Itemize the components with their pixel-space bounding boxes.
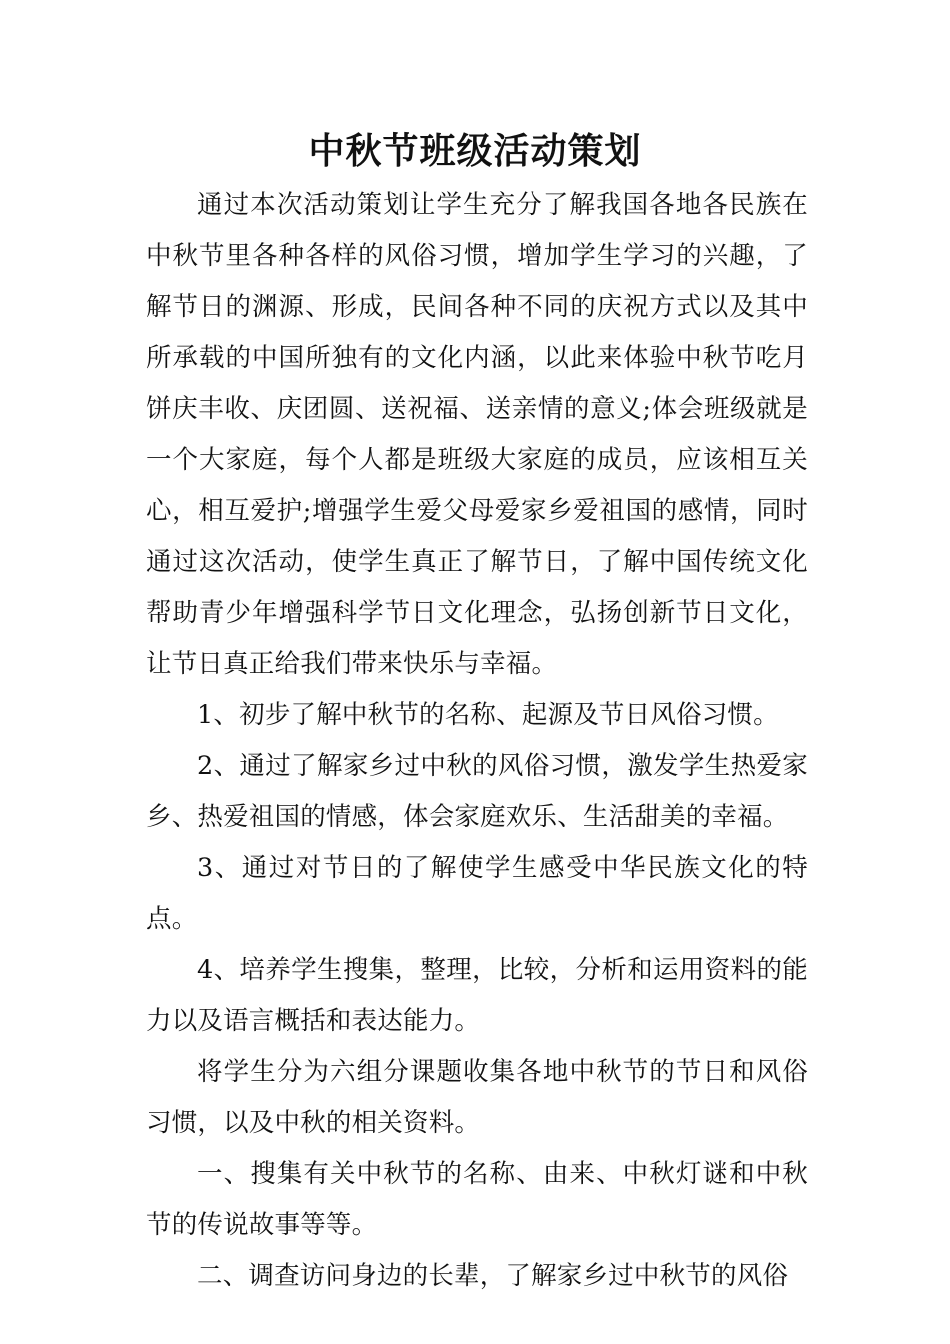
document-body [146, 180, 808, 1302]
grouping-paragraph: 将学生分为六组分课题收集各地中秋节的节日和风俗习惯，以及中秋的相关资料。 [146, 1057, 808, 1138]
intro-paragraph: 通过本次活动策划让学生充分了解我国各地各民族在中秋节里各种各样的风俗习惯，增加学生学习的兴趣，了解节日的渊源、形成，民间各种不同的庆祝方式以及其中所承载的中国所独有的文化内涵，以此来体验中秋节吃月饼庆丰收、庆团圆、送祝福、送亲情的意义;体会班级就是一个大家庭，每个人都是班级大家庭的成员，应该相互关心，相互爱护;增强学生爱父母爱家乡爱祖国的感情，同时通过这次活动，使学生真正了解节日，了解中国传统文化帮助青少年增强科学节日文化理念，弘扬创新节日文化，让节日真正给我们带来快乐与幸福。 [146, 190, 808, 679]
goal-item-1: 1、初步了解中秋节的名称、起源及节日风俗习惯。 [197, 700, 779, 730]
goal-item-3: 3、通过对节日的了解使学生感受中华民族文化的特点。 [146, 853, 808, 934]
goal-item-2: 2、通过了解家乡过中秋的风俗习惯，激发学生热爱家乡、热爱祖国的情感，体会家庭欢乐、生活甜美的幸福。 [146, 751, 808, 832]
goal-item-4: 4、培养学生搜集，整理，比较，分析和运用资料的能力以及语言概括和表达能力。 [146, 955, 808, 1036]
document-title: 中秋节班级活动策划 [308, 131, 642, 172]
task-item-2: 二、调查访问身边的长辈，了解家乡过中秋节的风俗 [197, 1261, 789, 1291]
task-item-1: 一、搜集有关中秋节的名称、由来、中秋灯谜和中秋节的传说故事等等。 [146, 1159, 808, 1240]
